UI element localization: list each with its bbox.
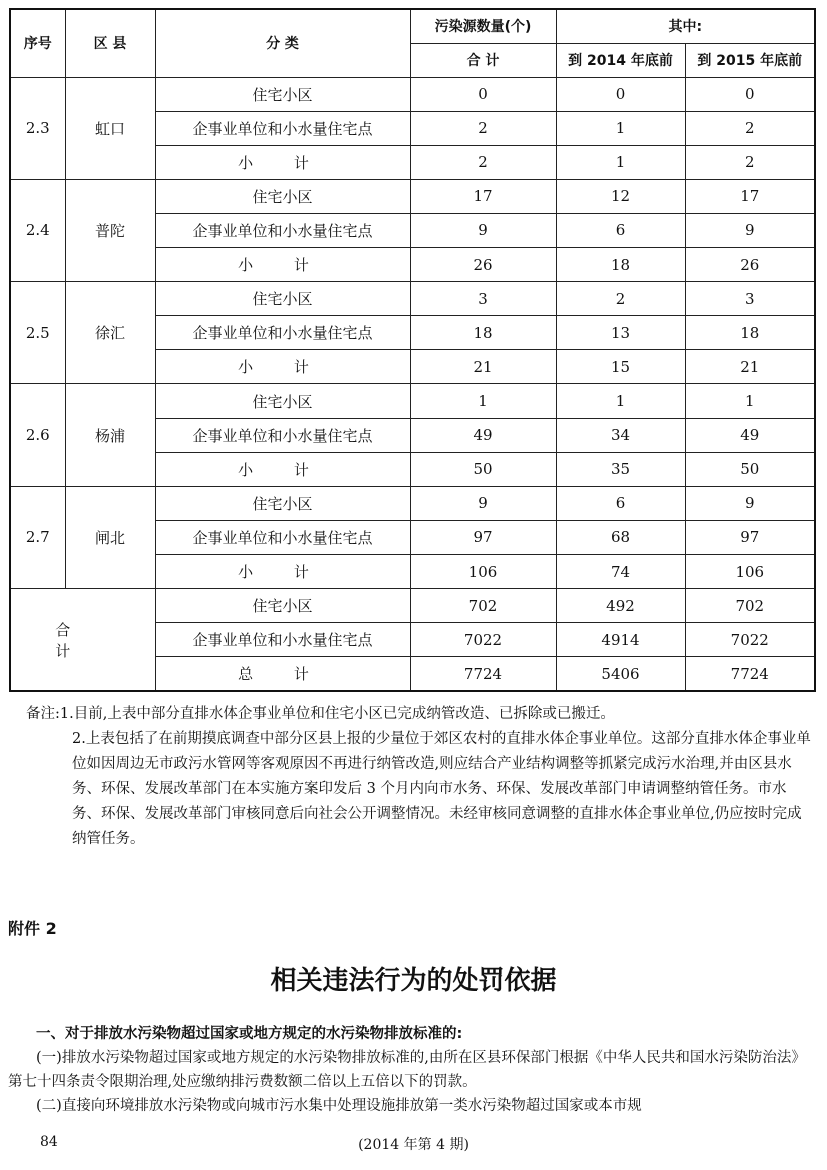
- cell-y2015: 0: [685, 77, 815, 111]
- cell-y2015: 9: [685, 213, 815, 247]
- row-category: 住宅小区: [155, 77, 410, 111]
- cell-total: 18: [410, 316, 556, 350]
- cell-y2014: 74: [556, 555, 685, 589]
- body-text: [8, 1022, 814, 1118]
- page-number: 84: [40, 1134, 58, 1150]
- cell-y2015: 1: [685, 384, 815, 418]
- pollution-source-table: [9, 8, 816, 692]
- cell-y2014: 1: [556, 111, 685, 145]
- cell-total: 106: [410, 555, 556, 589]
- header-by-2014: 到 2014 年底前: [556, 43, 685, 77]
- paragraph-2: (二)直接向环境排放水污染物或向城市污水集中处理设施排放第一类水污染物超过国家或本市规: [36, 1098, 642, 1114]
- header-count: 污染源数量(个): [410, 9, 556, 43]
- cell-y2014: 12: [556, 179, 685, 213]
- cell-y2014: 5406: [556, 657, 685, 691]
- cell-total: 7724: [410, 657, 556, 691]
- table-row: [10, 179, 815, 213]
- cell-total: 21: [410, 350, 556, 384]
- row-district: 虹口: [65, 77, 155, 179]
- cell-total: 7022: [410, 623, 556, 657]
- header-seq: 序号: [10, 9, 65, 77]
- issue-label: (2014 年第 4 期): [358, 1137, 469, 1153]
- cell-total: 0: [410, 77, 556, 111]
- cell-y2015: 7022: [685, 623, 815, 657]
- paragraph-1: (一)排放水污染物超过国家或地方规定的水污染物排放标准的,由所在区县环保部门根据《中华人民共和国水污染防治法》第七十四条责令限期治理,处应缴纳排污费数额二倍以上五倍以下的罚款。: [8, 1050, 806, 1090]
- cell-y2015: 7724: [685, 657, 815, 691]
- cell-y2014: 492: [556, 589, 685, 623]
- cell-total: 17: [410, 179, 556, 213]
- row-seq: 2.3: [10, 77, 65, 179]
- row-category: 住宅小区: [155, 384, 410, 418]
- cell-y2015: 9: [685, 486, 815, 520]
- cell-y2014: 0: [556, 77, 685, 111]
- row-category: 小 计: [155, 145, 410, 179]
- cell-total: 50: [410, 452, 556, 486]
- page-title: 相关违法行为的处罚依据: [270, 966, 557, 996]
- cell-y2015: 18: [685, 316, 815, 350]
- row-category: 住宅小区: [155, 486, 410, 520]
- row-category: 总 计: [155, 657, 410, 691]
- cell-y2015: 2: [685, 145, 815, 179]
- row-category: 企事业单位和小水量住宅点: [155, 111, 410, 145]
- note-1: 备注:1.目前,上表中部分直排水体企事业单位和住宅小区已完成纳管改造、已拆除或已搬迁。: [26, 706, 615, 722]
- cell-y2015: 97: [685, 520, 815, 554]
- cell-y2015: 21: [685, 350, 815, 384]
- row-district: 杨浦: [65, 384, 155, 486]
- table-row: [10, 282, 815, 316]
- cell-total: 702: [410, 589, 556, 623]
- row-category: 企事业单位和小水量住宅点: [155, 418, 410, 452]
- cell-total: 97: [410, 520, 556, 554]
- cell-y2014: 6: [556, 486, 685, 520]
- cell-total: 1: [410, 384, 556, 418]
- cell-y2015: 17: [685, 179, 815, 213]
- table-notes: [26, 702, 812, 852]
- cell-y2015: 26: [685, 248, 815, 282]
- row-category: 小 计: [155, 452, 410, 486]
- cell-total: 9: [410, 213, 556, 247]
- cell-y2015: 50: [685, 452, 815, 486]
- row-seq: 2.6: [10, 384, 65, 486]
- header-total: 合 计: [410, 43, 556, 77]
- row-seq: 2.5: [10, 282, 65, 384]
- row-district: 徐汇: [65, 282, 155, 384]
- table-row: [10, 486, 815, 520]
- header-among: 其中:: [556, 9, 815, 43]
- cell-total: 2: [410, 145, 556, 179]
- row-category: 住宅小区: [155, 179, 410, 213]
- row-category: 企事业单位和小水量住宅点: [155, 316, 410, 350]
- cell-y2014: 13: [556, 316, 685, 350]
- cell-y2014: 6: [556, 213, 685, 247]
- row-category: 小 计: [155, 555, 410, 589]
- row-seq: 2.7: [10, 486, 65, 588]
- attachment-label: 附件 2: [8, 919, 57, 938]
- row-district: 闸北: [65, 486, 155, 588]
- cell-total: 26: [410, 248, 556, 282]
- header-district: 区 县: [65, 9, 155, 77]
- row-category: 企事业单位和小水量住宅点: [155, 623, 410, 657]
- header-by-2015: 到 2015 年底前: [685, 43, 815, 77]
- cell-y2015: 702: [685, 589, 815, 623]
- row-category: 小 计: [155, 350, 410, 384]
- cell-y2014: 1: [556, 145, 685, 179]
- row-seq: 2.4: [10, 179, 65, 281]
- cell-total: 3: [410, 282, 556, 316]
- cell-y2014: 2: [556, 282, 685, 316]
- header-category: 分 类: [155, 9, 410, 77]
- cell-total: 9: [410, 486, 556, 520]
- cell-y2015: 106: [685, 555, 815, 589]
- table-row: [10, 589, 815, 623]
- row-category: 住宅小区: [155, 282, 410, 316]
- row-category: 企事业单位和小水量住宅点: [155, 520, 410, 554]
- cell-total: 49: [410, 418, 556, 452]
- cell-y2014: 15: [556, 350, 685, 384]
- note-2: 2.上表包括了在前期摸底调查中部分区县上报的少量位于郊区农村的直排水体企事业单位。这部分直排水体企事业单位如因周边无市政污水管网等客观原因不再进行纳管改造,则应结合产业结构调整等抓紧完成污水治理,并由区县水务、环保、发展改革部门在本实施方案印发后 3 个月内向市水务、环保、发展改革部门申请调整纳管任务。市水务、环保、发展改革部门审核同意后向社会公开调整情况。未经审核同意调整的直排水体企事业单位,仍应按时完成纳管任务。: [72, 731, 811, 847]
- row-category: 住宅小区: [155, 589, 410, 623]
- cell-y2014: 34: [556, 418, 685, 452]
- cell-y2015: 2: [685, 111, 815, 145]
- table-row: [10, 384, 815, 418]
- cell-y2014: 35: [556, 452, 685, 486]
- row-category: 小 计: [155, 248, 410, 282]
- cell-y2015: 49: [685, 418, 815, 452]
- row-district: 普陀: [65, 179, 155, 281]
- cell-y2015: 3: [685, 282, 815, 316]
- cell-y2014: 1: [556, 384, 685, 418]
- grand-total-label: 合 计: [10, 589, 155, 691]
- cell-y2014: 4914: [556, 623, 685, 657]
- section-heading: 一、对于排放水污染物超过国家或地方规定的水污染物排放标准的:: [36, 1026, 463, 1042]
- table-row: [10, 77, 815, 111]
- cell-y2014: 68: [556, 520, 685, 554]
- cell-total: 2: [410, 111, 556, 145]
- cell-y2014: 18: [556, 248, 685, 282]
- row-category: 企事业单位和小水量住宅点: [155, 213, 410, 247]
